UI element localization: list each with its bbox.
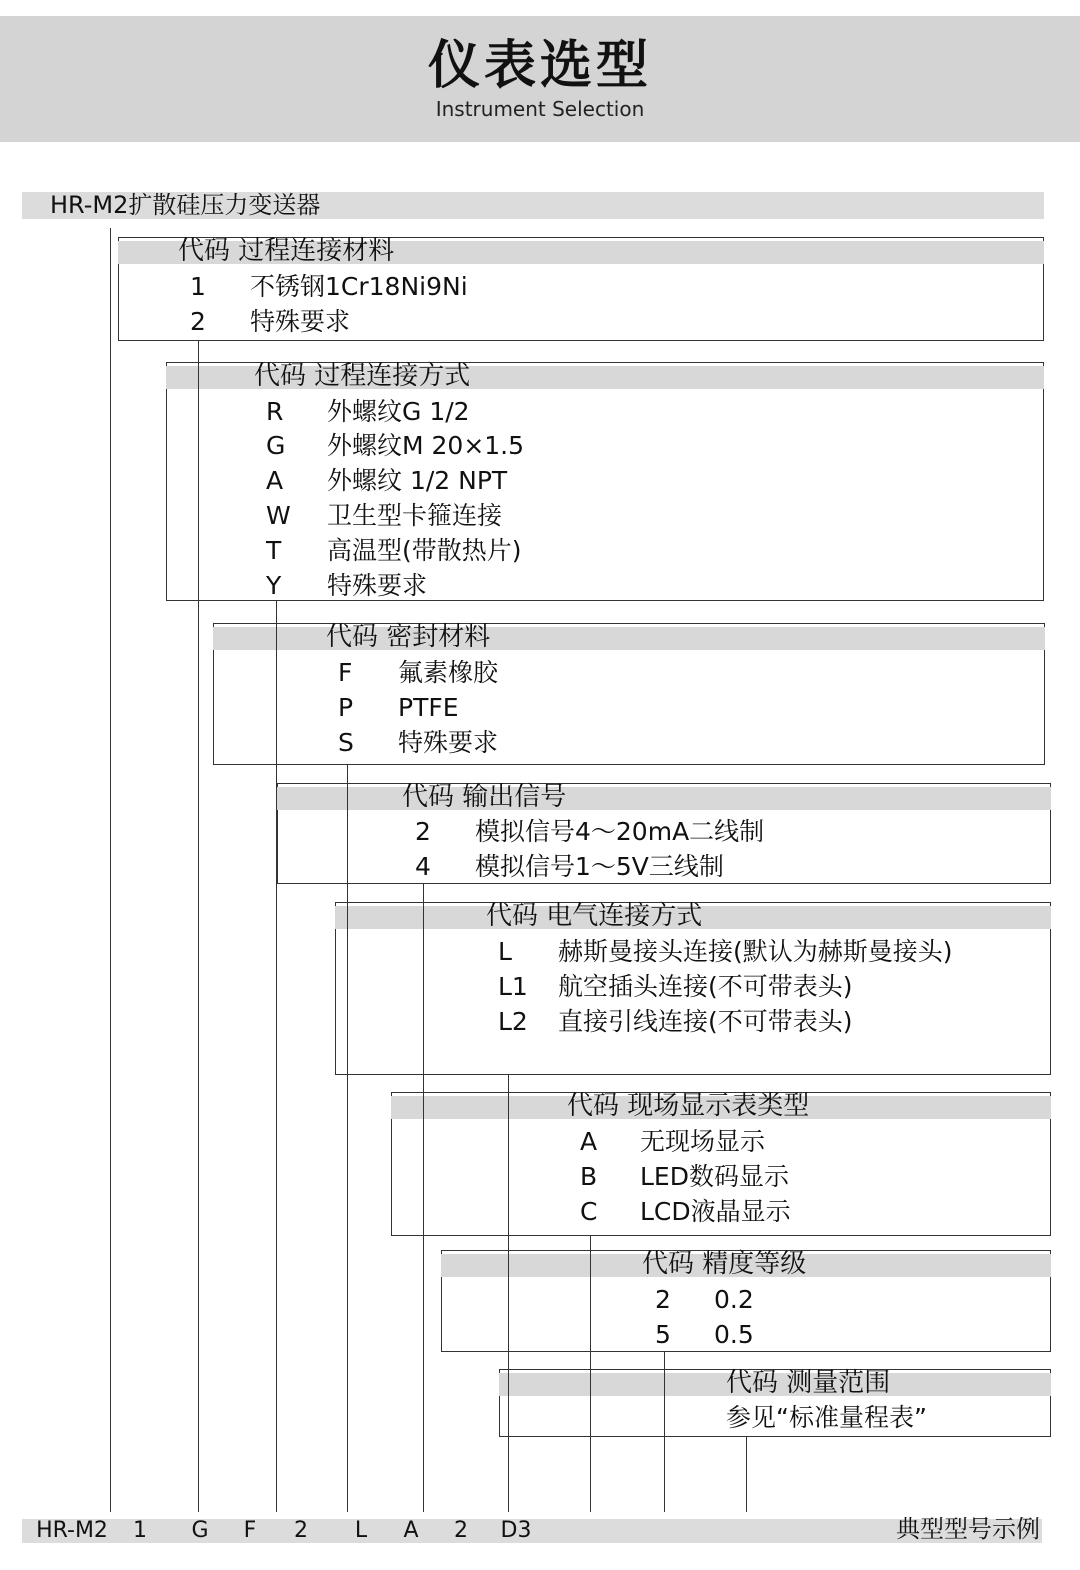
example-code-electrical: L [354, 1518, 368, 1543]
code-process-G: G [266, 431, 286, 460]
example-code-model: HR-M2 [36, 1518, 108, 1543]
section-header-output: 代码 输出信号 [402, 782, 567, 812]
code-process-W: W [266, 501, 291, 530]
section-box-process [166, 362, 1044, 601]
section-header-range: 代码 测量范围 [726, 1368, 891, 1398]
product-name: HR-M2扩散硅压力变送器 [50, 191, 321, 219]
section-header-seal: 代码 密封材料 [326, 622, 491, 652]
example-label: 典型型号示例 [896, 1515, 1040, 1543]
example-code-material: 1 [133, 1518, 147, 1543]
example-code-range: D3 [500, 1518, 532, 1543]
section-header-accuracy: 代码 精度等级 [642, 1249, 807, 1279]
example-code-accuracy: 2 [454, 1518, 468, 1543]
section-header-process: 代码 过程连接方式 [254, 361, 471, 391]
desc-range: 参见“标准量程表” [726, 1403, 927, 1432]
desc-display-C: LCD液晶显示 [640, 1197, 791, 1226]
desc-electrical-L1: 航空插头连接(不可带表头) [558, 972, 853, 1001]
connector-line-process [276, 600, 277, 1512]
code-output-4: 4 [415, 852, 431, 881]
section-header-bar-output [277, 787, 1051, 810]
desc-seal-F: 氟素橡胶 [398, 658, 499, 687]
desc-accuracy-5: 0.5 [714, 1320, 754, 1349]
desc-display-B: LED数码显示 [640, 1162, 789, 1191]
code-process-R: R [266, 397, 284, 426]
connector-line-seal [347, 764, 348, 1512]
code-seal-F: F [338, 658, 353, 687]
code-process-T: T [266, 536, 282, 565]
desc-process-Y: 特殊要求 [327, 571, 428, 600]
example-code-seal: F [243, 1518, 257, 1543]
code-display-A: A [580, 1127, 598, 1156]
code-electrical-L2: L2 [498, 1007, 528, 1036]
connector-line-accuracy [664, 1351, 665, 1512]
desc-process-G: 外螺纹M 20×1.5 [327, 431, 525, 460]
code-material-2: 2 [190, 307, 206, 336]
desc-process-T: 高温型(带散热片) [327, 536, 522, 565]
example-code-display: A [403, 1518, 419, 1543]
example-code-output: 2 [294, 1518, 308, 1543]
desc-electrical-L: 赫斯曼接头连接(默认为赫斯曼接头) [558, 937, 953, 966]
connector-line-display [590, 1235, 591, 1512]
code-accuracy-2: 2 [655, 1285, 671, 1314]
page-subtitle: Instrument Selection [435, 97, 645, 121]
desc-output-4: 模拟信号1～5V三线制 [475, 852, 724, 881]
page-title: 仪表选型 [427, 36, 652, 96]
code-output-2: 2 [415, 817, 431, 846]
section-header-material: 代码 过程连接材料 [178, 236, 395, 266]
code-material-1: 1 [190, 272, 206, 301]
desc-electrical-L2: 直接引线连接(不可带表头) [558, 1007, 853, 1036]
code-process-A: A [266, 466, 284, 495]
code-process-Y: Y [266, 571, 282, 600]
desc-output-2: 模拟信号4～20mA二线制 [475, 817, 765, 846]
code-seal-P: P [338, 693, 354, 722]
desc-seal-P: PTFE [398, 693, 459, 722]
example-bar [22, 1519, 1042, 1543]
desc-material-1: 不锈钢1Cr18Ni9Ni [250, 272, 468, 301]
example-code-process: G [191, 1518, 209, 1543]
connector-line-range [746, 1436, 747, 1512]
code-seal-S: S [338, 728, 354, 757]
code-accuracy-5: 5 [655, 1320, 671, 1349]
code-display-B: B [580, 1162, 598, 1191]
desc-seal-S: 特殊要求 [398, 728, 499, 757]
connector-line-electrical [508, 1074, 509, 1512]
section-header-display: 代码 现场显示表类型 [567, 1091, 810, 1121]
connector-line-output [423, 883, 424, 1512]
code-electrical-L1: L1 [498, 972, 528, 1001]
desc-accuracy-2: 0.2 [714, 1285, 754, 1314]
desc-process-R: 外螺纹G 1/2 [327, 397, 470, 426]
code-display-C: C [580, 1197, 598, 1226]
connector-line-material [198, 340, 199, 1512]
desc-display-A: 无现场显示 [640, 1127, 766, 1156]
desc-process-A: 外螺纹 1/2 NPT [327, 466, 508, 495]
section-header-electrical: 代码 电气连接方式 [486, 901, 703, 931]
desc-material-2: 特殊要求 [250, 307, 351, 336]
code-electrical-L: L [498, 937, 512, 966]
desc-process-W: 卫生型卡箍连接 [327, 501, 503, 530]
connector-line-model [110, 228, 111, 1512]
